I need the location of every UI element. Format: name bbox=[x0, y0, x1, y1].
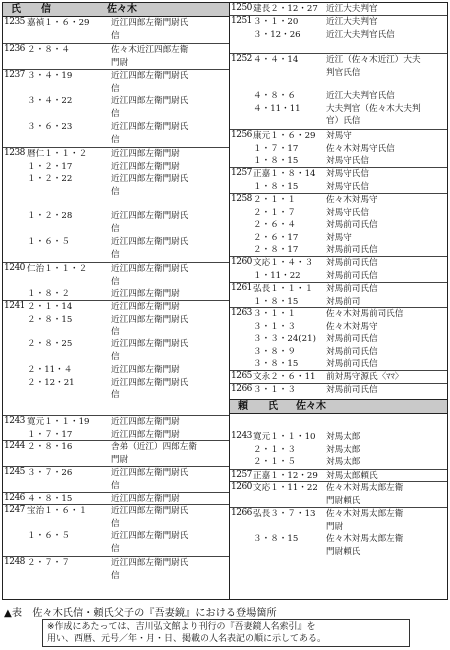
name-cell bbox=[111, 364, 227, 402]
date-line: ３・７・26 bbox=[27, 468, 73, 478]
name-cell bbox=[326, 257, 446, 282]
name-line: 官）氏信 bbox=[326, 116, 361, 126]
name-cell bbox=[326, 283, 446, 308]
name-line: 近江四郎左衛門尉氏 bbox=[111, 237, 189, 247]
name-line: 近江四郎左衛門尉 bbox=[111, 302, 180, 312]
name-line: 対馬守氏信 bbox=[326, 207, 369, 218]
date-cell bbox=[27, 364, 111, 389]
name-line: 近江四郎左衛門尉 bbox=[111, 149, 180, 159]
date-line: １・11・22 bbox=[253, 270, 301, 281]
name-cell bbox=[326, 533, 446, 558]
name-cell bbox=[111, 44, 227, 69]
date-cell bbox=[253, 384, 326, 397]
name-cell bbox=[326, 384, 446, 397]
date-line: 康元１・６・29 bbox=[253, 131, 316, 141]
header-yoriuji bbox=[230, 400, 447, 414]
name-cell bbox=[111, 210, 227, 235]
date-cell bbox=[27, 530, 111, 543]
name-cell bbox=[326, 130, 446, 168]
year-cell: 1252 bbox=[231, 54, 252, 64]
date-cell bbox=[253, 371, 326, 384]
name-line: 対馬守氏信 bbox=[326, 169, 369, 179]
date-line: ３・３・24(21) bbox=[253, 334, 316, 344]
name-cell bbox=[326, 3, 446, 16]
date-cell bbox=[253, 194, 326, 257]
date-line: １・６・５ bbox=[27, 531, 70, 541]
date-cell bbox=[27, 236, 111, 249]
name-line: 門尉 bbox=[111, 57, 129, 68]
date-line: ３・１・３ bbox=[253, 385, 296, 395]
table-row bbox=[230, 282, 447, 307]
name-line: 門尉 bbox=[326, 521, 344, 532]
name-cell bbox=[111, 70, 227, 95]
name-line: 信 bbox=[111, 108, 120, 119]
date-cell bbox=[253, 482, 326, 495]
date-line: ２・８・17 bbox=[253, 245, 299, 255]
name-line: 近江大夫判官氏信 bbox=[326, 91, 395, 101]
name-line: 対馬前司 bbox=[326, 296, 361, 307]
name-line: 近江大夫判官 bbox=[326, 17, 378, 27]
source-note bbox=[42, 619, 410, 647]
name-line: 佐々木対馬太郎左衛 bbox=[326, 483, 404, 493]
date-cell bbox=[27, 70, 111, 83]
date-line: ４・８・15 bbox=[27, 494, 73, 504]
note-line: 用い、西暦、元号／年・月・日、掲載の人名表記の順に示してある。 bbox=[47, 634, 327, 644]
date-line: ３・４・22 bbox=[27, 96, 73, 106]
date-line: 文応１・４・３ bbox=[253, 258, 314, 268]
name-line: 信 bbox=[111, 390, 120, 400]
year-cell: 1261 bbox=[231, 283, 252, 293]
name-line: 対馬守氏信 bbox=[326, 156, 369, 166]
name-cell bbox=[111, 288, 227, 301]
name-cell bbox=[111, 148, 227, 198]
name-line: 近江四郎左衛門尉氏 bbox=[111, 18, 189, 28]
date-cell bbox=[253, 130, 326, 168]
name-line: 信 bbox=[111, 30, 120, 41]
date-line: ２・１・３ bbox=[253, 444, 296, 455]
year-cell: 1260 bbox=[231, 482, 252, 492]
name-line: 信 bbox=[111, 327, 120, 337]
year-cell: 1241 bbox=[4, 301, 25, 311]
header-clan: 佐々木 bbox=[296, 401, 326, 412]
name-cell bbox=[111, 263, 227, 288]
name-line: 信 bbox=[111, 518, 120, 529]
name-line: 信 bbox=[111, 543, 120, 554]
date-line: ４・４・14 bbox=[253, 55, 299, 65]
table-row bbox=[230, 53, 447, 78]
date-line: ２・１・１ bbox=[253, 195, 296, 205]
name-cell bbox=[326, 16, 446, 41]
name-line: 対馬前司氏信 bbox=[326, 334, 378, 344]
name-line: 近江四郎左衛門尉 bbox=[111, 429, 180, 440]
name-line: 近江四郎左衛門尉 bbox=[111, 417, 180, 427]
name-cell bbox=[111, 121, 227, 146]
name-cell bbox=[326, 431, 446, 469]
name-line: 近江四郎左衛門尉氏 bbox=[111, 558, 189, 568]
date-line: 嘉禎１・６・29 bbox=[27, 18, 90, 28]
name-line: 前対馬守源氏〈ﾏﾏ〉 bbox=[326, 372, 404, 382]
year-cell: 1240 bbox=[4, 263, 25, 273]
name-line: 信 bbox=[111, 351, 120, 362]
year-cell: 1237 bbox=[4, 70, 25, 80]
name-cell bbox=[326, 54, 446, 79]
date-cell bbox=[27, 210, 111, 223]
name-line: 佐々木対馬守 bbox=[326, 195, 378, 205]
date-line: １・８・２ bbox=[27, 289, 70, 299]
date-line: ３・６・23 bbox=[27, 122, 73, 132]
date-line: ２・６・17 bbox=[253, 232, 299, 243]
name-line: 近江四郎左衛門尉氏 bbox=[111, 174, 189, 184]
name-line: 近江四郎左衛門尉氏 bbox=[111, 96, 189, 106]
name-cell bbox=[326, 371, 446, 384]
name-cell bbox=[326, 508, 446, 533]
year-cell: 1247 bbox=[4, 505, 25, 515]
name-line: 近江四郎左衛門尉氏 bbox=[111, 531, 189, 541]
table-row bbox=[230, 167, 447, 192]
year-cell: 1243 bbox=[4, 416, 25, 426]
date-line: 寛元１・１・10 bbox=[253, 432, 316, 442]
date-line: 暦仁１・１・２ bbox=[27, 149, 88, 159]
date-line: ３・１・20 bbox=[253, 17, 299, 27]
date-cell bbox=[27, 505, 111, 518]
year-cell: 1257 bbox=[231, 470, 252, 480]
date-line: ２・１・５ bbox=[253, 457, 296, 467]
date-cell bbox=[253, 508, 326, 521]
date-line: 建長２・12・27 bbox=[253, 4, 318, 14]
name-line: 近江四郎左衛門尉 bbox=[111, 365, 180, 375]
name-line: 判官氏信 bbox=[326, 67, 361, 78]
date-line: ３・４・19 bbox=[27, 71, 73, 81]
name-line: 対馬太郎 bbox=[326, 432, 361, 442]
name-line: 佐々木近江四郎左衛 bbox=[111, 45, 189, 55]
table-row bbox=[3, 492, 229, 504]
table-row bbox=[230, 129, 447, 166]
name-cell bbox=[111, 416, 227, 441]
year-cell: 1238 bbox=[4, 148, 25, 158]
name-line: 対馬太郎 bbox=[326, 457, 361, 467]
year-cell: 1256 bbox=[231, 130, 252, 140]
date-cell bbox=[27, 17, 111, 30]
name-line: 信 bbox=[111, 480, 120, 491]
year-cell: 1251 bbox=[231, 16, 252, 26]
table-row bbox=[230, 507, 447, 532]
date-cell bbox=[27, 263, 111, 276]
year-cell: 1260 bbox=[231, 257, 252, 267]
name-cell bbox=[326, 90, 446, 128]
name-line: 舎弟（近江）四郎左衛 bbox=[111, 442, 197, 452]
date-cell bbox=[27, 148, 111, 186]
year-cell: 1245 bbox=[4, 467, 25, 477]
date-line: 正嘉１・12・29 bbox=[253, 471, 318, 481]
date-cell bbox=[27, 95, 111, 108]
table-row bbox=[230, 193, 447, 255]
date-line: １・７・17 bbox=[27, 429, 73, 440]
table-row bbox=[3, 262, 229, 287]
date-line: ４・11・11 bbox=[253, 103, 301, 114]
name-line: 対馬太郎 bbox=[326, 444, 361, 455]
year-cell: 1244 bbox=[4, 441, 25, 451]
date-line: ４・８・６ bbox=[253, 91, 296, 101]
date-cell bbox=[27, 441, 111, 454]
date-cell bbox=[253, 257, 326, 282]
name-cell bbox=[326, 482, 446, 507]
table-caption: ▲表 佐々木氏信・頼氏父子の『吾妻鏡』における登場箇所 bbox=[4, 608, 277, 619]
table-row bbox=[230, 481, 447, 506]
name-cell bbox=[111, 236, 227, 261]
name-line: 対馬前司氏信 bbox=[326, 359, 378, 369]
name-line: 佐々木対馬守 bbox=[326, 321, 378, 332]
name-cell bbox=[111, 467, 227, 492]
name-line: 対馬守 bbox=[326, 232, 352, 243]
date-cell bbox=[253, 3, 326, 16]
name-line: 対馬守氏信 bbox=[326, 181, 369, 192]
date-cell bbox=[253, 533, 326, 546]
name-line: 対馬前司氏信 bbox=[326, 270, 378, 281]
name-line: 対馬前司氏信 bbox=[326, 346, 378, 357]
name-line: 佐々木対馬太郎左衛 bbox=[326, 534, 404, 544]
name-cell bbox=[111, 557, 227, 582]
name-line: 近江四郎左衛門尉氏 bbox=[111, 377, 189, 388]
year-cell: 1258 bbox=[231, 194, 252, 204]
date-line: １・２・28 bbox=[27, 211, 73, 221]
table-row bbox=[3, 69, 229, 94]
name-line: 対馬前司氏信 bbox=[326, 284, 378, 294]
name-line: 信 bbox=[111, 83, 120, 94]
year-cell: 1243 bbox=[231, 431, 252, 441]
table-row bbox=[3, 440, 229, 465]
date-line: ２・12・21 bbox=[27, 377, 75, 388]
name-line: 近江四郎左衛門尉氏 bbox=[111, 314, 189, 325]
date-cell bbox=[27, 121, 111, 134]
date-line: １・６・５ bbox=[27, 237, 70, 247]
name-line: 佐々木対馬守氏信 bbox=[326, 143, 395, 154]
name-line: 信 bbox=[111, 134, 120, 145]
date-line: 正嘉１・８・14 bbox=[253, 169, 316, 179]
name-line: 近江四郎左衛門尉氏 bbox=[111, 339, 189, 349]
date-line: ３・８・15 bbox=[253, 359, 299, 369]
name-cell bbox=[111, 505, 227, 530]
name-line: 佐々木対馬太郎左衛 bbox=[326, 509, 404, 519]
date-line: ３・８・15 bbox=[253, 534, 299, 544]
name-line: 信 bbox=[111, 223, 120, 234]
name-line: 近江四郎左衛門尉氏 bbox=[111, 122, 189, 132]
table-row bbox=[230, 469, 447, 481]
date-line: 仁治１・１・２ bbox=[27, 264, 88, 274]
name-line: 対馬守 bbox=[326, 131, 352, 141]
date-line: 宝治１・６・１ bbox=[27, 506, 88, 516]
date-line: ２・１・14 bbox=[27, 302, 73, 312]
name-line: 近江大夫判官氏信 bbox=[326, 29, 395, 40]
year-cell: 1246 bbox=[4, 493, 25, 503]
name-line: 門尉頼氏 bbox=[326, 495, 361, 506]
date-cell bbox=[253, 168, 326, 193]
date-line: 文応１・11・22 bbox=[253, 483, 318, 493]
name-line: 対馬前司氏信 bbox=[326, 385, 378, 395]
name-line: 近江四郎左衛門尉 bbox=[111, 494, 180, 504]
name-cell bbox=[111, 338, 227, 363]
year-cell: 1257 bbox=[231, 168, 252, 178]
date-cell bbox=[253, 308, 326, 371]
name-line: 対馬前司氏信 bbox=[326, 245, 378, 255]
name-line: 近江四郎左衛門尉氏 bbox=[111, 264, 189, 274]
date-line: ２・６・４ bbox=[253, 220, 296, 230]
name-line: 信 bbox=[111, 186, 120, 197]
date-line: ３・１・３ bbox=[253, 321, 296, 332]
name-line: 近江四郎左衛門尉 bbox=[111, 161, 180, 172]
year-cell: 1236 bbox=[4, 44, 25, 54]
date-cell bbox=[253, 90, 326, 115]
year-cell: 1235 bbox=[4, 17, 25, 27]
date-cell bbox=[27, 44, 111, 57]
name-cell bbox=[111, 17, 227, 42]
date-line: 文永２・６・11 bbox=[253, 372, 316, 382]
name-cell bbox=[326, 308, 446, 371]
date-line: ２・８・４ bbox=[27, 45, 70, 55]
name-line: 近江大夫判官 bbox=[326, 4, 378, 14]
name-line: 佐々木対馬前司氏信 bbox=[326, 309, 404, 319]
date-cell bbox=[253, 16, 326, 41]
name-cell bbox=[111, 441, 227, 466]
date-line: ３・８・９ bbox=[253, 346, 296, 357]
name-line: 近江四郎左衛門尉 bbox=[111, 289, 180, 299]
name-line: 大夫判官（佐々木大夫判 bbox=[326, 103, 421, 114]
date-line: １・２・22 bbox=[27, 174, 73, 184]
table-row bbox=[3, 300, 229, 337]
date-line: ３・１・１ bbox=[253, 309, 296, 319]
date-cell bbox=[27, 416, 111, 441]
year-cell: 1263 bbox=[231, 308, 252, 318]
name-line: 信 bbox=[111, 276, 120, 287]
name-line: 信 bbox=[111, 249, 120, 260]
header-name: 頼 氏 bbox=[238, 401, 278, 412]
name-cell bbox=[111, 95, 227, 120]
date-line: ３・12・26 bbox=[253, 29, 301, 40]
header-name: 氏 信 bbox=[11, 4, 51, 15]
date-line: ２・７・７ bbox=[27, 558, 70, 568]
date-line: １・８・15 bbox=[253, 296, 299, 307]
name-line: 近江四郎左衛門尉氏 bbox=[111, 71, 189, 81]
table-row bbox=[230, 307, 447, 369]
name-line: 信 bbox=[111, 570, 120, 581]
date-line: ２・１・７ bbox=[253, 207, 296, 218]
table-frame bbox=[2, 2, 448, 600]
date-cell bbox=[253, 54, 326, 67]
year-cell: 1265 bbox=[231, 371, 252, 381]
table-row bbox=[3, 504, 229, 529]
date-cell bbox=[253, 431, 326, 469]
year-cell: 1248 bbox=[4, 557, 25, 567]
name-line: 近江（佐々木近江）大夫 bbox=[326, 55, 421, 65]
date-line: 弘長３・７・13 bbox=[253, 509, 316, 519]
left-column bbox=[3, 3, 230, 599]
year-cell: 1250 bbox=[231, 3, 252, 13]
table-row bbox=[3, 147, 229, 197]
name-line: 対馬前司氏信 bbox=[326, 220, 378, 230]
name-line: 近江四郎左衛門尉氏 bbox=[111, 468, 189, 478]
date-cell bbox=[253, 283, 326, 308]
name-line: 門尉頼氏 bbox=[326, 546, 361, 557]
name-cell bbox=[326, 194, 446, 257]
header-clan: 佐々木 bbox=[107, 4, 137, 15]
name-line: 近江四郎左衛門尉氏 bbox=[111, 506, 189, 516]
name-cell bbox=[111, 301, 227, 339]
note-line: ※作成にあたっては、吉川弘文館より刊行の『吾妻鏡人名索引』を bbox=[47, 622, 316, 632]
date-cell bbox=[27, 557, 111, 570]
year-cell: 1266 bbox=[231, 508, 252, 518]
date-line: １・２・17 bbox=[27, 161, 73, 172]
table-row bbox=[230, 15, 447, 40]
year-cell: 1266 bbox=[231, 384, 252, 394]
date-line: 弘長１・１・１ bbox=[253, 284, 314, 294]
date-line: １・７・17 bbox=[253, 143, 299, 154]
date-cell bbox=[27, 301, 111, 326]
date-line: 寛元１・１・19 bbox=[27, 417, 90, 427]
right-column bbox=[230, 3, 447, 599]
date-line: ２・８・15 bbox=[27, 314, 73, 325]
table-row bbox=[3, 415, 229, 440]
date-line: ２・11・４ bbox=[27, 365, 73, 375]
name-line: 対馬太郎頼氏 bbox=[326, 471, 378, 481]
table-row bbox=[230, 256, 447, 281]
table-row bbox=[3, 556, 229, 581]
date-line: １・８・15 bbox=[253, 156, 299, 166]
table-row bbox=[230, 383, 447, 395]
date-cell bbox=[27, 288, 111, 301]
date-line: １・８・15 bbox=[253, 181, 299, 192]
date-line: ２・８・25 bbox=[27, 339, 73, 349]
name-line: 近江四郎左衛門尉氏 bbox=[111, 211, 189, 221]
name-line: 対馬前司氏信 bbox=[326, 258, 378, 268]
date-line: ２・８・16 bbox=[27, 442, 73, 452]
date-cell bbox=[27, 467, 111, 480]
table-row bbox=[3, 43, 229, 68]
table-row bbox=[3, 466, 229, 491]
date-cell bbox=[27, 338, 111, 351]
header-ujinobu bbox=[3, 3, 229, 17]
name-cell bbox=[326, 168, 446, 193]
table-row bbox=[230, 370, 447, 382]
name-line: 門尉 bbox=[111, 454, 129, 465]
name-cell bbox=[111, 530, 227, 555]
